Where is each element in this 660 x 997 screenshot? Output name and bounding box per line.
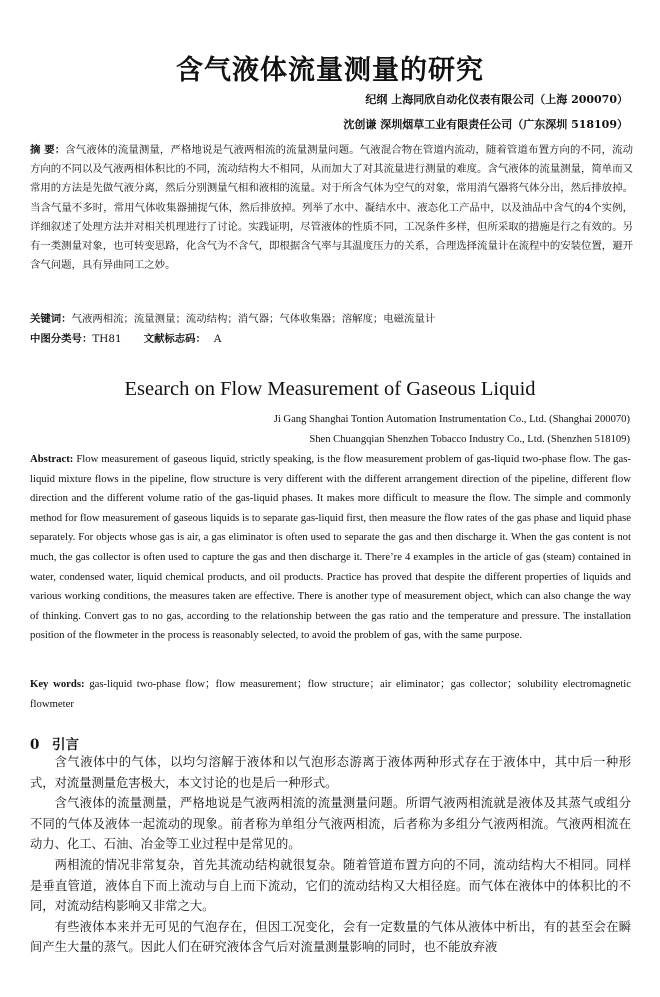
english-title: Esearch on Flow Measurement of Gaseous Liquid <box>124 378 536 400</box>
body-text <box>30 752 631 958</box>
section-heading <box>30 733 79 753</box>
section-title: 引言 <box>52 737 79 753</box>
chinese-author-2: 沈创谦 深圳烟草工业有限责任公司（广东深圳 518109） <box>343 118 628 131</box>
class-number-label: 中图分类号： <box>30 333 93 345</box>
english-abstract <box>30 450 631 646</box>
chinese-abstract-text: 含气液体的流量测量，严格地说是气液两相流的流量测量问题。气液混合物在管道内流动，随着管道布置方向的不同，流动方向的不同以及气液两相体积比的不同，流动结构大不相同，从而加大了对其流量进行测量的难度。含气液体的流量测量，简单而又常用的方法是先做气液分离，然后分别测量气相和液相的流量。对于所含气体为空气的对象，常用消气器将气体分出，然后排放掉。当含气量不多时，常用气体收集器捕捉气体，然后排放掉。列举了水中、凝结水中、液态化工产品中，以及油品中含气的4个实例，详细叙述了处理方法并对相关机理进行了讨论。实践证明，尽管液体的性质不同，工况条件多样，但所采取的措施是行之有效的。另有一类测量对象，也可转变思路，化含气为不含气，即根据含气率与其温度压力的关系，合理选择流量计在流程中的安装位置，避开含气问题，具有异曲同工之妙。 <box>30 144 633 272</box>
chinese-keywords-label: 关键词： <box>30 313 72 325</box>
chinese-keywords-text: 气液两相流；流量测量；流动结构；消气器；气体收集器；溶解度；电磁流量计 <box>71 313 436 325</box>
body-paragraph: 含气液体的流量测量，严格地说是气液两相流的流量测量问题。所谓气液两相流就是液体及其蒸气或组分不同的气体及液体一起流动的现象。前者称为单组分气液两相流，后者称为多组分气液两相流。气液两相流在动力、化工、石油、冶金等工业过程中是常见的。 <box>30 796 631 852</box>
english-abstract-text: Flow measurement of gaseous liquid, strictly speaking, is the flow measurement problem of gas-liquid two-phase flow. The gas-liquid mixture flows in the pipeline, flow structure is very different with the different arrangement direction of the pipeline, different flow direction and the different volume ratio of the gas-liquid phases. It makes more difficult to measure the flow. The simple and commonly method for flow measurement of gaseous liquids is to separate gas-liquid first, then measure the flow rates of the gas phase and liquid phase separately. For objects whose gas is air, a gas eliminator is often used to separate the gas and then discharge it. When the gas content is not much, the gas collector is often used to capture the gas and then discharge it. There’re 4 examples in the article of gas (steam) contained in water, condensed water, liquid chemical products, and oil products. Practice has proved that despite the different properties of liquids and various working conditions, the measures taken are effective. There is another type of measurement object, which can also change the way of thinking. Convert gas to no gas, according to the relationship between the gas ratio and the temperature and pressure. The installation position of the flowmeter in the process is reasonably selected, to avoid the problem of gas, with the same purpose. <box>30 453 631 642</box>
chinese-abstract-label: 摘 要： <box>30 144 66 156</box>
doc-code-value: A <box>213 333 222 345</box>
english-author-2: Shen Chuangqian Shenzhen Tobacco Industry Co., Ltd. (Shenzhen 518109) <box>309 434 630 445</box>
section-number: 0 <box>30 737 40 753</box>
body-paragraph: 有些液体本来并无可见的气泡存在，但因工况变化，会有一定数量的气体从液体中析出，有的甚至会在瞬间产生大量的蒸气。因此人们在研究液体含气后对流量测量影响的同时，也不能放弃液 <box>30 919 631 955</box>
english-author-1: Ji Gang Shanghai Tontion Automation Instrumentation Co., Ltd. (Shanghai 200070) <box>273 414 630 425</box>
classification-line <box>30 330 633 348</box>
english-abstract-label: Abstract: <box>30 453 74 465</box>
body-paragraph: 含气液体中的气体，以均匀溶解于液体和以气泡形态游离于液体两种形式存在于液体中，其中后一种形式，对流量测量危害极大，本文讨论的也是后一种形式。 <box>30 755 631 790</box>
doc-code-label: 文献标志码： <box>143 333 206 345</box>
body-paragraph: 两相流的情况非常复杂，首先其流动结构就很复杂。随着管道布置方向的不同，流动结构大不相同。同样是垂直管道，液体自下而上流动与自上而下流动，它们的流动结构又大相径庭。而气体在液体中的体积比的不同，对流动结构影响又非常之大。 <box>30 857 631 914</box>
english-keywords-text: gas-liquid two-phase flow；flow measurement；flow structure；air eliminator；gas collector；solubility electromagnetic flowmeter <box>30 678 632 710</box>
english-keywords <box>30 675 631 714</box>
chinese-author-1: 纪纲 上海同欣自动化仪表有限公司（上海 200070） <box>365 93 628 106</box>
english-keywords-label: Key words: <box>30 678 85 690</box>
chinese-keywords <box>30 310 633 328</box>
chinese-title: 含气液体流量测量的研究 <box>176 55 484 86</box>
chinese-abstract <box>30 141 633 275</box>
class-number-value: TH81 <box>92 333 122 345</box>
